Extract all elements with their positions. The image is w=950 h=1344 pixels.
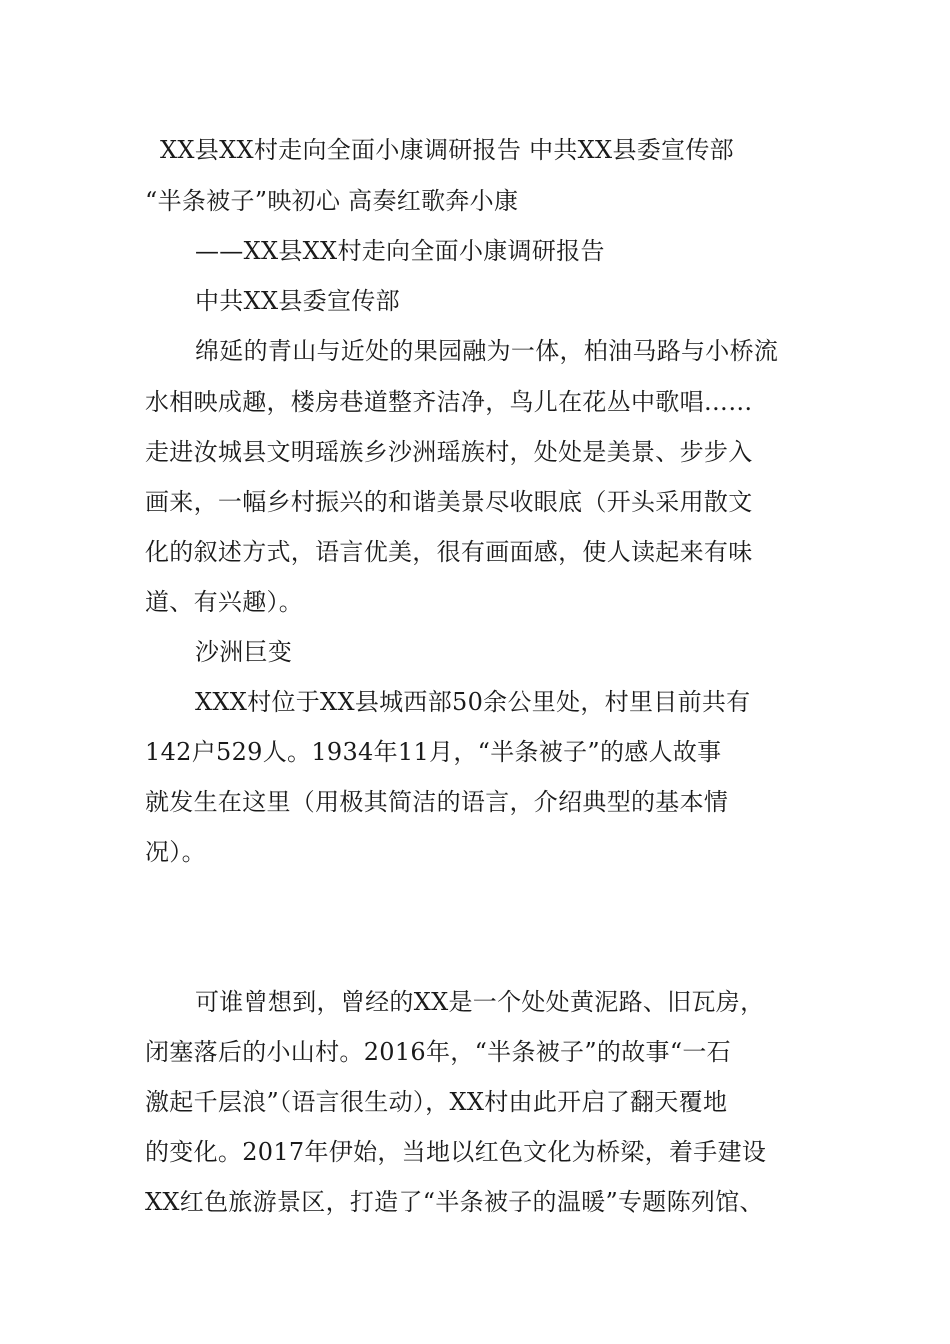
- paragraph-1-line: 水相映成趣，楼房巷道整齐洁净，鸟儿在花丛中歌唱……: [145, 388, 753, 416]
- subtitle: ——XX县XX村走向全面小康调研报告: [195, 237, 605, 265]
- paragraph-2-line: 况）。: [145, 838, 206, 866]
- paragraph-2-line: 142户529人。1934年11月，“半条被子”的感人故事: [145, 738, 722, 766]
- paragraph-2-line: 就发生在这里（用极其简洁的语言，介绍典型的基本情: [145, 788, 729, 816]
- main-title: “半条被子”映初心 高奏红歌奔小康: [145, 187, 519, 215]
- paragraph-1-line: 化的叙述方式，语言优美，很有画面感，使人读起来有味: [145, 538, 753, 566]
- paragraph-1-line: 走进汝城县文明瑶族乡沙洲瑶族村，处处是美景、步步入: [145, 438, 753, 466]
- paragraph-3-line: XX红色旅游景区，打造了“半条被子的温暖”专题陈列馆、: [145, 1188, 764, 1216]
- paragraph-1-line: 绵延的青山与近处的果园融为一体，柏油马路与小桥流: [195, 337, 779, 365]
- paragraph-3-line: 激起千层浪”（语言很生动），XX村由此开启了翻天覆地: [145, 1088, 728, 1116]
- paragraph-3-line: 的变化。2017年伊始，当地以红色文化为桥梁，着手建设: [145, 1138, 767, 1166]
- author: 中共XX县委宣传部: [195, 287, 400, 315]
- paragraph-1-line: 画来，一幅乡村振兴的和谐美景尽收眼底（开头采用散文: [145, 488, 753, 516]
- paragraph-3-line: 可谁曾想到，曾经的XX是一个处处黄泥路、旧瓦房，: [195, 988, 765, 1016]
- header-line: XX县XX村走向全面小康调研报告 中共XX县委宣传部: [160, 136, 734, 164]
- paragraph-2-line: XXX村位于XX县城西部50余公里处，村里目前共有: [195, 688, 751, 716]
- paragraph-1-line: 道、有兴趣）。: [145, 588, 304, 616]
- paragraph-3-line: 闭塞落后的小山村。2016年，“半条被子”的故事“一石: [145, 1038, 731, 1066]
- section-heading: 沙洲巨变: [195, 638, 293, 666]
